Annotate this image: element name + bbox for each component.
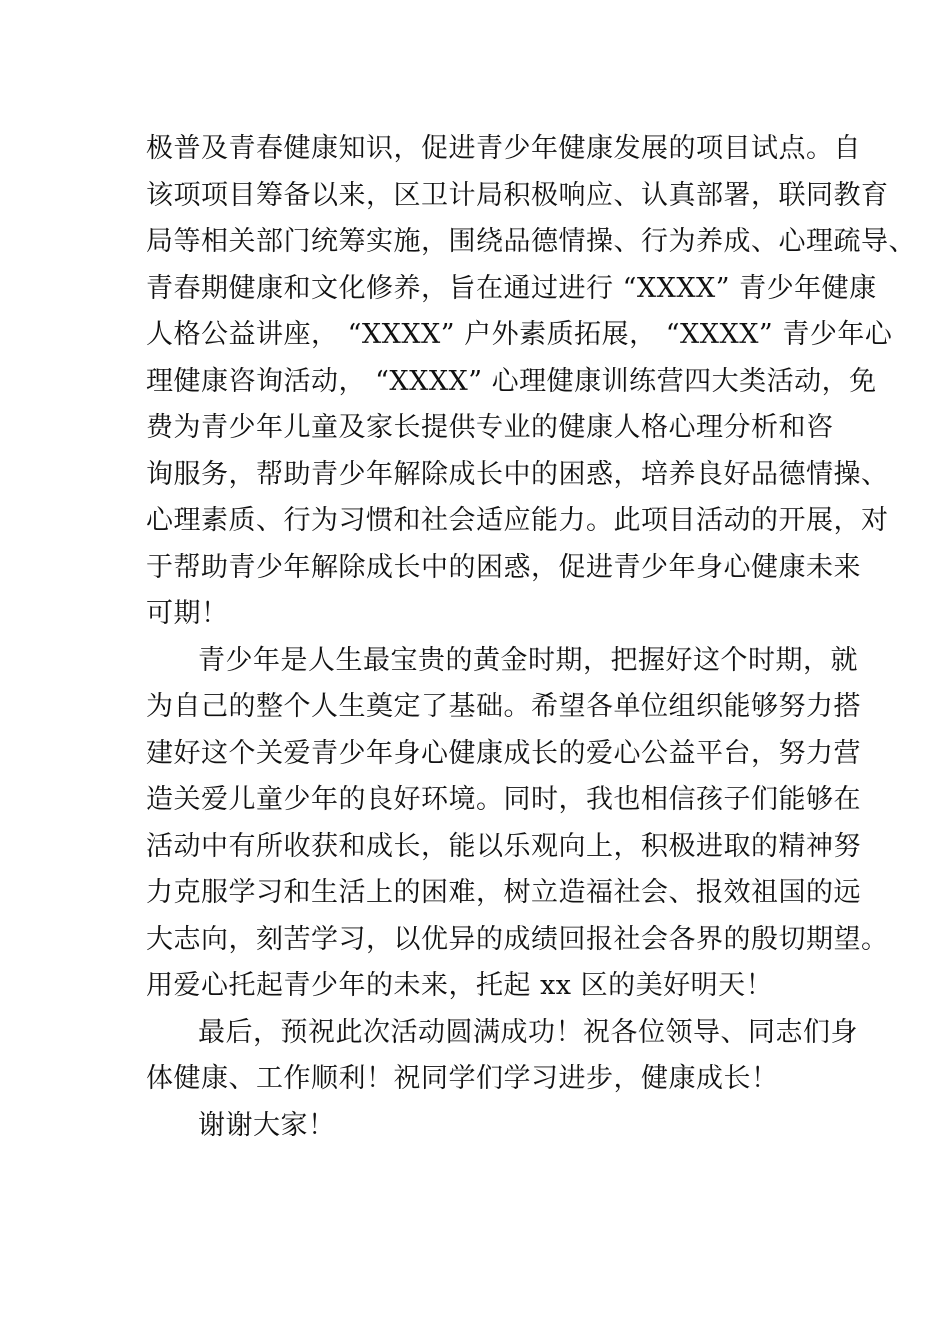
text-line: 于帮助青少年解除成长中的困惑，促进青少年身心健康未来 [146,551,861,583]
text-line: 造关爱儿童少年的良好环境。同时，我也相信孩子们能够在 [146,784,861,815]
paragraph-thanks [146,1103,846,1150]
text-line: 活动中有所收获和成长，能以乐观向上，积极进取的精神努 [146,830,861,862]
text-line: 极普及青春健康知识，促进青少年健康发展的项目试点。自 [146,133,861,164]
text-line: 青春期健康和文化修养，旨在通过进行 “XXXX” 青少年健康 [146,272,877,304]
text-line: 谢谢大家！ [198,1109,336,1141]
text-line: 体健康、工作顺利！祝同学们学习进步，健康成长！ [146,1063,779,1094]
text-line: 力克服学习和生活上的困难，树立造福社会、报效祖国的远 [146,877,861,908]
text-line: 可期！ [146,598,229,629]
text-line: 为自己的整个人生奠定了基础。希望各单位组织能够努力搭 [146,691,861,722]
text-line: 青少年是人生最宝贵的黄金时期，把握好这个时期，就 [198,644,858,676]
text-line: 理健康咨询活动， “XXXX” 心理健康训练营四大类活动，免 [146,365,877,397]
text-line: 人格公益讲座， “XXXX” 户外素质拓展， “XXXX” 青少年心 [146,319,893,350]
paragraph-project-description [146,126,916,638]
paragraph-youth-hopes [146,638,889,1010]
text-line: 大志向，刻苦学习，以优异的成绩回报社会各界的殷切期望。 [146,923,889,955]
text-line: 心理素质、行为习惯和社会适应能力。此项目活动的开展，对 [146,505,889,536]
text-line: 最后，预祝此次活动圆满成功！祝各位领导、同志们身 [198,1016,858,1048]
text-line: 局等相关部门统筹实施，围绕品德情操、行为养成、心理疏导、 [146,226,916,257]
text-line: 建好这个关爱青少年身心健康成长的爱心公益平台，努力营 [146,737,861,769]
text-line: 该项项目筹备以来，区卫计局积极响应、认真部署，联同教育 [146,179,889,211]
document-body [146,126,916,1149]
text-line: 询服务，帮助青少年解除成长中的困惑，培养良好品德情操、 [146,458,889,490]
text-line: 费为青少年儿童及家长提供专业的健康人格心理分析和咨 [146,412,834,443]
text-line: 用爱心托起青少年的未来，托起 xx 区的美好明天！ [146,970,774,1001]
paragraph-closing-wishes [146,1010,858,1103]
